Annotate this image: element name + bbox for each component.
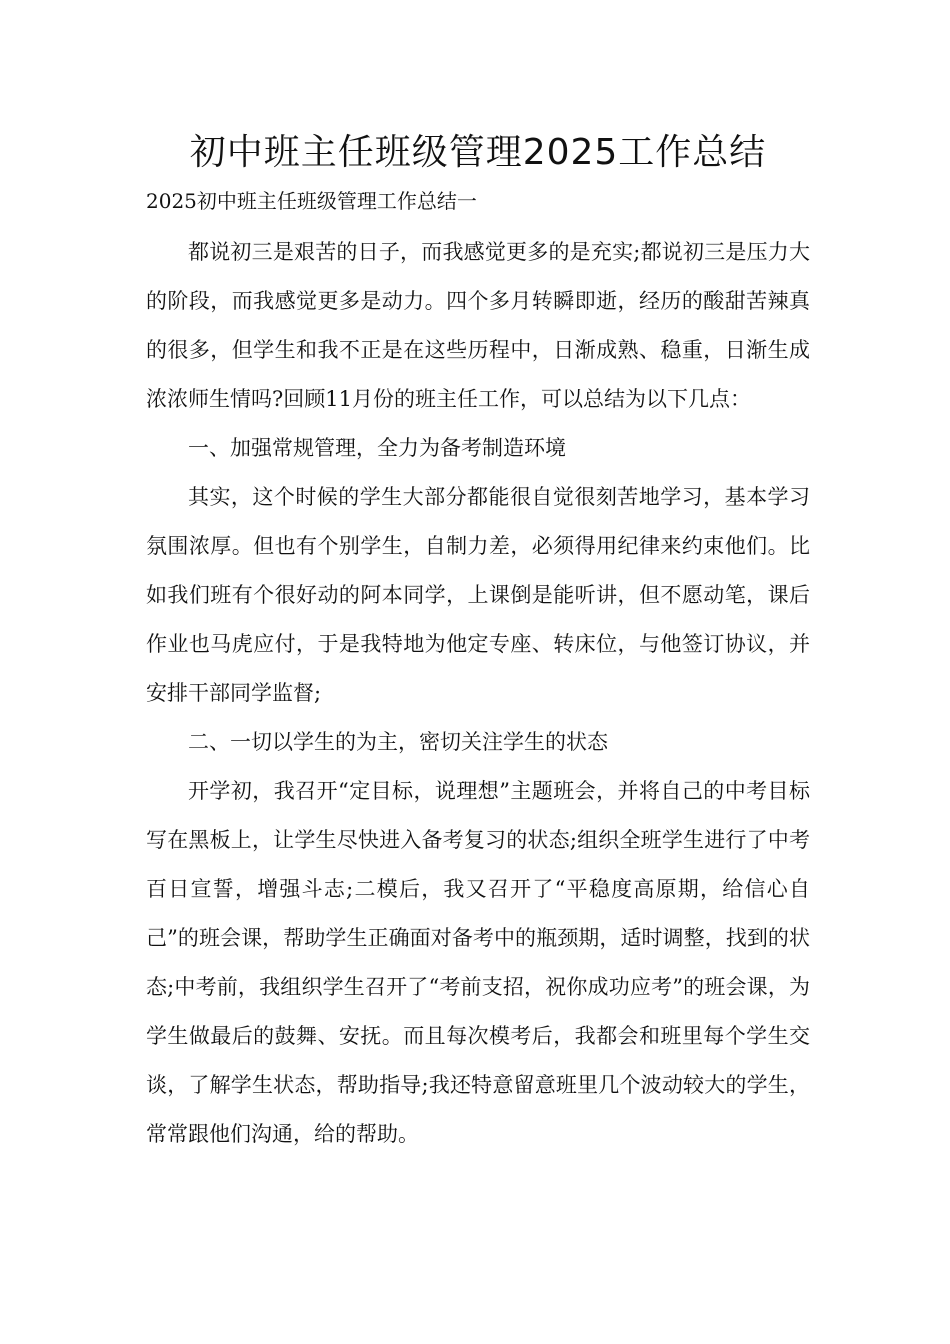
section-heading-2: 二、一切以学生的为主，密切关注学生的状态 [188,730,608,754]
document-title: 初中班主任班级管理2025工作总结 [189,132,767,173]
intro-paragraph: 都说初三是艰苦的日子，而我感觉更多的是充实;都说初三是压力大的阶段，而我感觉更多是动力。四个多月转瞬即逝，经历的酸甜苦辣真的很多，但学生和我不正是在这些历程中，日渐成熟、稳重，日渐生成浓浓师生情吗?回顾11月份的班主任工作，可以总结为以下几点： [146,240,810,411]
section-2-paragraph: 开学初，我召开“定目标，说理想”主题班会，并将自己的中考目标写在黑板上，让学生尽快进入备考复习的状态;组织全班学生进行了中考百日宣誓，增强斗志;二模后，我又召开了“平稳度高原期，给信心自己”的班会课，帮助学生正确面对备考中的瓶颈期，适时调整，找到的状态;中考前，我组织学生召开了“考前支招，祝你成功应考”的班会课，为学生做最后的鼓舞、安抚。而且每次模考后，我都会和班里每个学生交谈，了解学生状态，帮助指导;我还特意留意班里几个波动较大的学生，常常跟他们沟通，给的帮助。 [146,779,810,1146]
section-heading-1: 一、加强常规管理，全力为备考制造环境 [188,436,566,460]
section-1-paragraph: 其实，这个时候的学生大部分都能很自觉很刻苦地学习，基本学习氛围浓厚。但也有个别学生，自制力差，必须得用纪律来约束他们。比如我们班有个很好动的阿本同学，上课倒是能听讲，但不愿动笔，课后作业也马虎应付，于是我特地为他定专座、转床位，与他签订协议，并安排干部同学监督; [146,485,810,705]
document-subtitle: 2025初中班主任班级管理工作总结一 [146,189,477,213]
